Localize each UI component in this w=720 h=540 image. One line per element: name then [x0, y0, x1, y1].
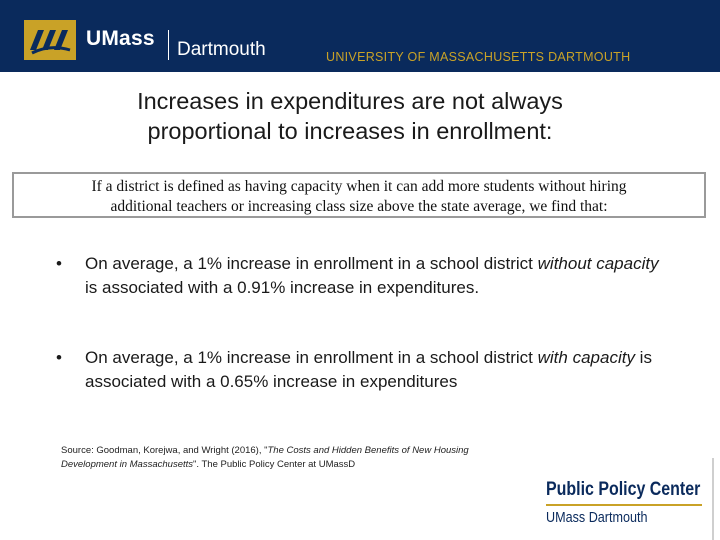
campus-name: Dartmouth [177, 39, 266, 60]
umass-logo-text: UMass [86, 27, 155, 50]
ppc-logo-title: Public Policy Center [546, 479, 701, 500]
umass-logo-icon [24, 20, 76, 60]
definition-line-1: If a district is defined as having capacity when it can add more students without hiring [91, 178, 627, 195]
ppc-logo-rule [546, 504, 702, 506]
slide-title [40, 86, 660, 146]
slide-edge-divider [712, 458, 714, 540]
definition-line-2: additional teachers or increasing class size above the state average, we find that: [110, 198, 608, 215]
bullet-dot-icon: • [56, 254, 62, 273]
logo-divider [168, 30, 169, 60]
ppc-logo-subtitle: UMass Dartmouth [546, 509, 648, 526]
bullet-text: On average, a 1% increase in enrollment in a school district with capacity is associated with a 0.65% increase in expenditures [85, 348, 652, 391]
university-name: UNIVERSITY OF MASSACHUSETTS DARTMOUTH [326, 50, 631, 64]
source-title: The Costs and Hidden Benefits of New Housing Development in Massachusetts [61, 445, 469, 470]
bullet-text: On average, a 1% increase in enrollment in a school district without capacity is associated with a 0.91% increase in expenditures. [85, 254, 659, 297]
bullet-emphasis: without capacity [537, 254, 659, 273]
public-policy-center-logo [546, 479, 720, 526]
header-bar [0, 0, 720, 72]
bullet-item [56, 346, 660, 393]
definition-box [12, 172, 706, 218]
bullet-emphasis: with capacity [537, 348, 635, 367]
source-citation: Source: Goodman, Korejwa, and Wright (2016), "The Costs and Hidden Benefits of New Housing Development in Massachusetts". The Public Policy Center at UMassD [61, 445, 469, 470]
bullet-dot-icon: • [56, 348, 62, 367]
bullet-item [56, 252, 660, 299]
title-line-2: proportional to increases in enrollment: [147, 118, 553, 144]
title-line-1: Increases in expenditures are not always [137, 88, 563, 114]
